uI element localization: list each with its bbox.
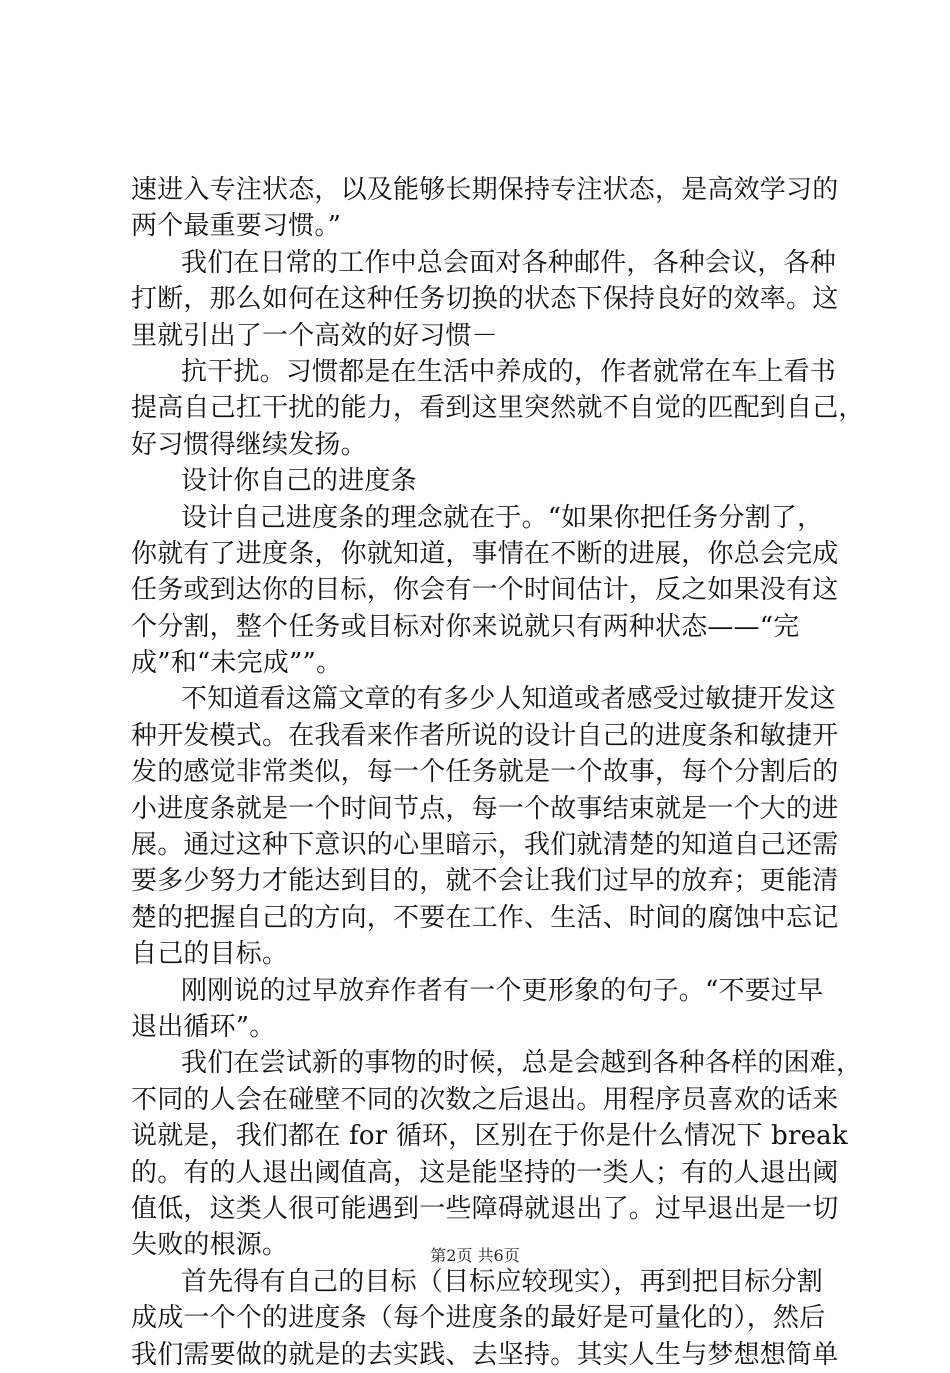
text-line: 打断，那么如何在这种任务切换的状态下保持良好的效率。这 (131, 284, 839, 315)
text-line: 值低，这类人很可能遇到一些障碍就退出了。过早退出是一切 (131, 1193, 839, 1224)
text-line: 展。通过这种下意识的心里暗示，我们就清楚的知道自己还需 (131, 830, 839, 861)
text-line: 不同的人会在碰壁不同的次数之后退出。用程序员喜欢的话来 (131, 1084, 839, 1115)
paragraph-start-line: 刚刚说的过早放弃作者有一个更形象的句子。“不要过早 (181, 975, 824, 1006)
text-line: 提高自己扛干扰的能力，看到这里突然就不自觉的匹配到自己， (131, 393, 865, 424)
text-line: 你就有了进度条，你就知道，事情在不断的进展，你总会完成 (131, 538, 839, 569)
text-line: 里就引出了一个高效的好习惯－ (131, 320, 498, 351)
page-number-footer: 第2页 共6页 (430, 1246, 520, 1265)
paragraph-start-line: 我们在日常的工作中总会面对各种邮件，各种会议，各种 (181, 247, 837, 278)
document-body (131, 172, 865, 1373)
text-line: 楚的把握自己的方向，不要在工作、生活、时间的腐蚀中忘记 (131, 902, 839, 933)
paragraph-start-line: 抗干扰。习惯都是在生活中养成的，作者就常在车上看书 (181, 356, 837, 387)
paragraph-start-line: 不知道看这篇文章的有多少人知道或者感受过敏捷开发这 (181, 684, 837, 715)
text-line: 要多少努力才能达到目的，就不会让我们过早的放弃；更能清 (131, 866, 839, 897)
text-line: 好习惯得继续发扬。 (131, 429, 367, 460)
text-line: 速进入专注状态，以及能够长期保持专注状态，是高效学习的 (131, 175, 839, 205)
text-line: 的。有的人退出阈值高，这是能坚持的一类人；有的人退出阈 (131, 1157, 839, 1188)
text-line: 成成一个个的进度条（每个进度条的最好是可量化的），然后 (131, 1303, 826, 1334)
text-line: 个分割，整个任务或目标对你来说就只有两种状态——“完 (131, 611, 800, 642)
text-line: 自己的目标。 (131, 939, 289, 970)
text-line: 退出循环”。 (131, 1011, 276, 1042)
text-line: 小进度条就是一个时间节点，每一个故事结束就是一个大的进 (131, 793, 839, 824)
paragraph-start-line: 设计自己进度条的理念就在于。“如果你把任务分割了， (181, 502, 824, 533)
section-heading: 设计你自己的进度条 (181, 466, 417, 497)
text-line: 说就是，我们都在 for 循环，区别在于你是什么情况下 break (131, 1121, 848, 1152)
text-line: 发的感觉非常类似，每一个任务就是一个故事，每个分割后的 (131, 757, 839, 788)
text-line: 两个最重要习惯。” (131, 211, 342, 242)
text-line: 任务或到达你的目标，你会有一个时间估计，反之如果没有这 (131, 575, 839, 606)
paragraph-start-line: 我们在尝试新的事物的时候，总是会越到各种各样的困难， (181, 1048, 863, 1079)
paragraph-start-line: 首先得有自己的目标（目标应较现实），再到把目标分割 (181, 1266, 824, 1297)
text-line: 我们需要做的就是的去实践、去坚持。其实人生与梦想想简单 (131, 1339, 839, 1370)
text-line: 种开发模式。在我看来作者所说的设计自己的进度条和敏捷开 (131, 720, 839, 751)
text-line: 成”和“未完成””。 (131, 648, 343, 679)
text-line: 失败的根源。 (131, 1230, 289, 1261)
